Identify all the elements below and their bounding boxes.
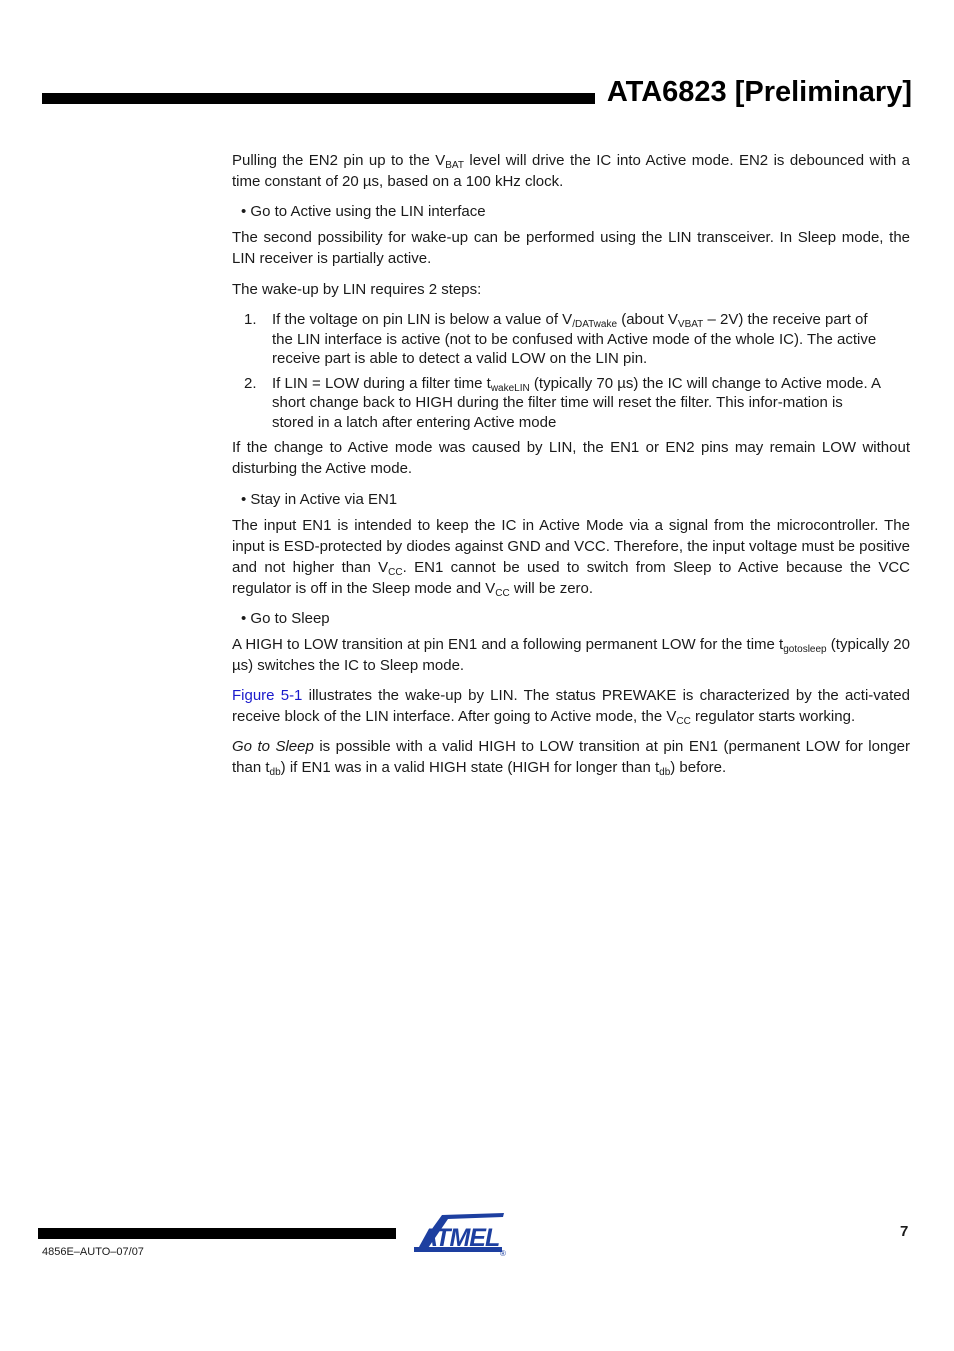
bullet-stay-active: • Stay in Active via EN1	[241, 491, 398, 508]
atmel-logo	[412, 1211, 510, 1262]
list-item: 1. If the voltage on pin LIN is below a value of $V_{/DATwake}$ (about $V_{VBAT} - 2V$) the receive part of the LIN interface is active (not to be confused with Active mode of the whole IC). The active receive part is able to detect a valid LOW on the LIN pin.	[244, 311, 877, 367]
footer-rule	[38, 1228, 396, 1239]
paragraph-figure-ref: Figure 5-1 illustrates the wake-up by LIN. The status PREWAKE is characterized by the acti-vated receive block of the LIN interface. After going to Active mode, the $V_{CC}$ regulator starts working.	[232, 687, 910, 727]
paragraph-sleep-transition: A HIGH to LOW transition at pin EN1 and a following permanent LOW for the time $t_{gotosleep}$ (typically 20 µs) switches the IC to Sleep mode.	[232, 636, 910, 674]
svg-text:ATMEL: ATMEL	[420, 1224, 500, 1252]
page-title: ATA6823 [Preliminary]	[606, 76, 912, 108]
paragraph-go-to-sleep: Go to Sleep is possible with a valid HIGH to LOW transition at pin EN1 (permanent LOW for longer than $t_{db}$) if EN1 was in a valid HIGH state (HIGH for longer than $t_{db}$) before.	[232, 738, 910, 778]
document-code: 4856E–AUTO–07/07	[42, 1246, 144, 1258]
paragraph-en1-input: The input EN1 is intended to keep the IC in Active Mode via a signal from the microcontroller. The input is ESD-protected by diodes against GND and VCC. Therefore, the input voltage must be positive and not higher than $V_{CC}$. EN1 cannot be used to switch from Sleep to Active because the VCC regulator is off in the Sleep mode and $V_{CC}$ will be zero.	[232, 517, 910, 599]
bullet-go-to-sleep: • Go to Sleep	[241, 610, 330, 627]
main-content	[232, 150, 910, 778]
steps-list	[232, 310, 910, 432]
paragraph-steps-intro: The wake-up by LIN requires 2 steps:	[232, 281, 482, 298]
bullet-lin-wakeup: • Go to Active using the LIN interface	[241, 203, 486, 220]
figure-link[interactable]: Figure 5-1	[232, 687, 303, 704]
paragraph-lin-transceiver: The second possibility for wake-up can be performed using the LIN transceiver. In Sleep mode, the LIN receiver is partially active.	[232, 229, 910, 267]
paragraph-en2: Pulling the EN2 pin up to the $V_{BAT}$ level will drive the IC into Active mode. EN2 is debounced with a time constant of 20 µs, based on a 100 kHz clock.	[232, 152, 910, 190]
svg-text:®: ®	[500, 1249, 506, 1257]
header-rule	[42, 93, 595, 104]
page-number: 7	[900, 1223, 909, 1240]
list-item: 2. If LIN = LOW during a filter time $t_{wakeLIN}$ (typically 70 µs) the IC will change to Active mode. A short change back to HIGH during the filter time will reset the filter. This infor-mation is stored in a latch after entering Active mode	[244, 374, 881, 431]
paragraph-en-pins: If the change to Active mode was caused by LIN, the EN1 or EN2 pins may remain LOW without disturbing the Active mode.	[232, 439, 910, 477]
